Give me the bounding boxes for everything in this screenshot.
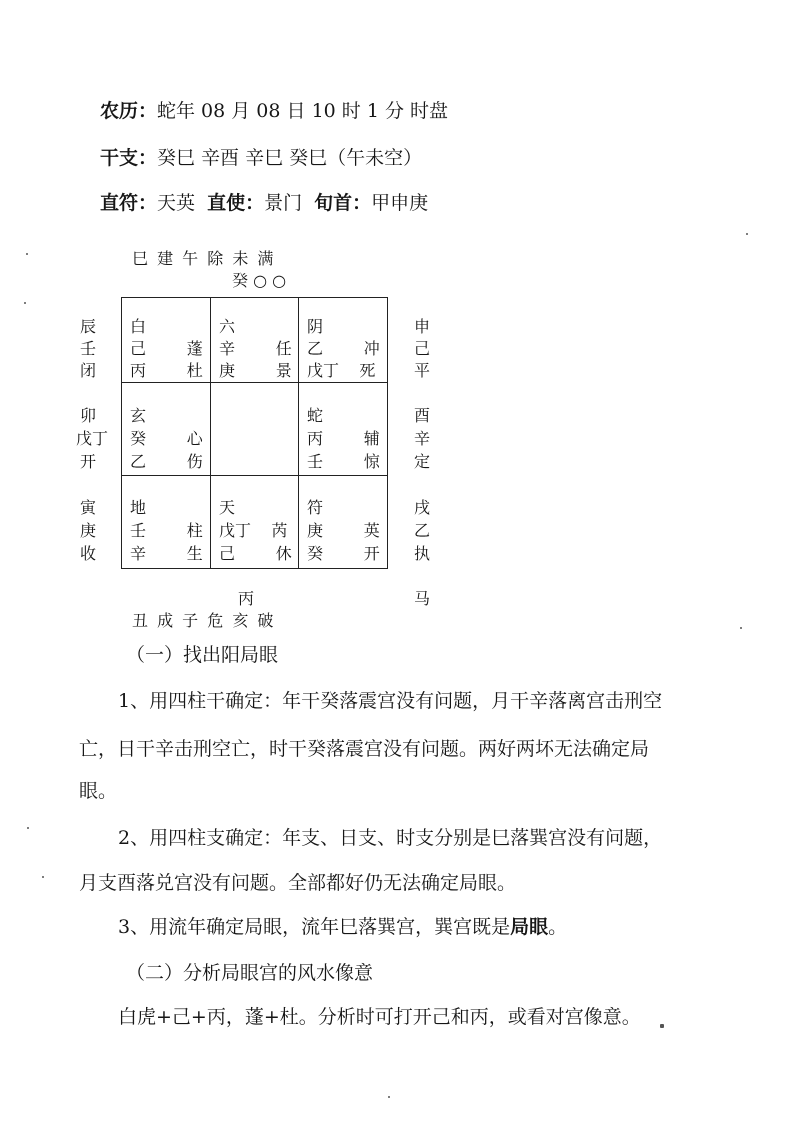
paragraph-2b: 月支酉落兑宫没有问题。全部都好仍无法确定局眼。 [79, 872, 517, 894]
grid-v2 [298, 297, 299, 569]
section2-title: （二）分析局眼宫的风水像意 [126, 962, 374, 984]
left-label: 庚 [80, 521, 97, 540]
palace-line: 玄 [130, 406, 147, 425]
palace-line: 六 [219, 317, 236, 336]
paragraph-2a: 2、用四柱支确定：年支、日支、时支分别是巳落巽宫没有问题， [118, 827, 663, 849]
right-label: 定 [414, 452, 431, 471]
left-label: 开 [80, 452, 97, 471]
left-label: 戊丁 [76, 429, 109, 448]
scan-speck [24, 302, 26, 304]
ganzhi-label: 干支： [100, 147, 158, 169]
left-label: 卯 [80, 406, 97, 425]
left-label: 辰 [80, 317, 97, 336]
bottom-mark: 丙 [238, 589, 255, 608]
grid-bottom [121, 568, 388, 569]
nongli-label: 农历： [100, 100, 158, 122]
nongli-line [100, 96, 448, 123]
grid-left [121, 297, 122, 569]
scan-speck [26, 253, 28, 255]
palace-line: 戊丁 死 [307, 361, 376, 380]
right-label: 己 [414, 339, 431, 358]
top-branches: 巳 建 午 除 未 满 [132, 249, 276, 268]
palace-line: 壬 柱 [130, 521, 203, 540]
scan-speck [746, 233, 748, 235]
scan-speck [740, 627, 742, 629]
bottom-branches: 丑 成 子 危 亥 破 [132, 611, 276, 630]
grid-right [387, 297, 388, 569]
paragraph-1b: 亡，日干辛击刑空亡，时干癸落震宫没有问题。两好两坏无法确定局 [79, 738, 650, 760]
left-label: 闭 [80, 361, 97, 380]
palace-line: 戊丁 芮 [219, 521, 288, 540]
paragraph-3a: 3、用流年确定局眼，流年巳落巽宫，巽宫既是 [118, 916, 511, 938]
zhifu-value: 天英 [157, 192, 196, 214]
palace-line: 天 [219, 498, 236, 517]
paragraph-1a: 1、用四柱干确定：年干癸落震宫没有问题，月干辛落离宫击刑空 [118, 690, 663, 712]
scan-speck [660, 1024, 664, 1028]
right-label: 乙 [414, 521, 431, 540]
left-label: 收 [80, 544, 97, 563]
palace-line: 癸 开 [307, 544, 380, 563]
bottom-right-mark: 马 [414, 589, 431, 608]
palace-line: 壬 惊 [307, 452, 380, 471]
paragraph-3c: 。 [548, 916, 568, 938]
palace-line: 庚 景 [219, 361, 292, 380]
paragraph-3 [118, 912, 567, 939]
paragraph-4: 白虎+己+丙，蓬+杜。分析时可打开己和丙，或看对宫像意。 [118, 1006, 641, 1028]
scan-speck [388, 1096, 390, 1098]
zhishi-label: 直使： [207, 192, 265, 214]
zhifu-line [100, 188, 428, 215]
right-label: 戌 [414, 498, 431, 517]
section1-title: （一）找出阳局眼 [126, 644, 279, 666]
palace-line: 丙 杜 [130, 361, 203, 380]
right-label: 执 [414, 544, 431, 563]
palace-line: 乙 伤 [130, 452, 203, 471]
scan-speck [27, 827, 29, 829]
palace-line: 丙 辅 [307, 429, 380, 448]
ganzhi-line [100, 143, 422, 170]
grid-h1 [121, 382, 388, 383]
palace-line: 阴 [307, 317, 324, 336]
palace-line: 癸 心 [130, 429, 203, 448]
palace-line: 己 蓬 [130, 339, 203, 358]
palace-line: 白 [130, 317, 147, 336]
zhifu-label: 直符： [100, 192, 158, 214]
grid-top [121, 297, 388, 298]
right-label: 辛 [414, 429, 431, 448]
palace-line: 蛇 [307, 406, 324, 425]
zhishi-value: 景门 [264, 192, 303, 214]
scan-speck [42, 876, 44, 878]
grid-h2 [121, 475, 388, 476]
left-label: 寅 [80, 498, 97, 517]
right-label: 平 [414, 361, 431, 380]
palace-line: 乙 冲 [307, 339, 380, 358]
grid-v1 [210, 297, 211, 569]
ganzhi-value: 癸巳 辛酉 辛巳 癸巳（午未空） [157, 147, 423, 169]
nongli-value: 蛇年 08 月 08 日 10 时 1 分 时盘 [157, 100, 448, 122]
palace-line: 庚 英 [307, 521, 380, 540]
xunshou-value: 甲申庚 [371, 192, 429, 214]
top-marks: 癸 ○ ○ [232, 271, 287, 290]
left-label: 壬 [80, 339, 97, 358]
right-label: 申 [414, 317, 431, 336]
right-label: 酉 [414, 406, 431, 425]
palace-line: 己 休 [219, 544, 292, 563]
paragraph-3-emphasis: 局眼 [510, 916, 549, 938]
palace-line: 地 [130, 498, 147, 517]
xunshou-label: 旬首： [314, 192, 372, 214]
palace-line: 符 [307, 498, 324, 517]
palace-line: 辛 任 [219, 339, 292, 358]
palace-line: 辛 生 [130, 544, 203, 563]
paragraph-1c: 眼。 [79, 780, 118, 802]
